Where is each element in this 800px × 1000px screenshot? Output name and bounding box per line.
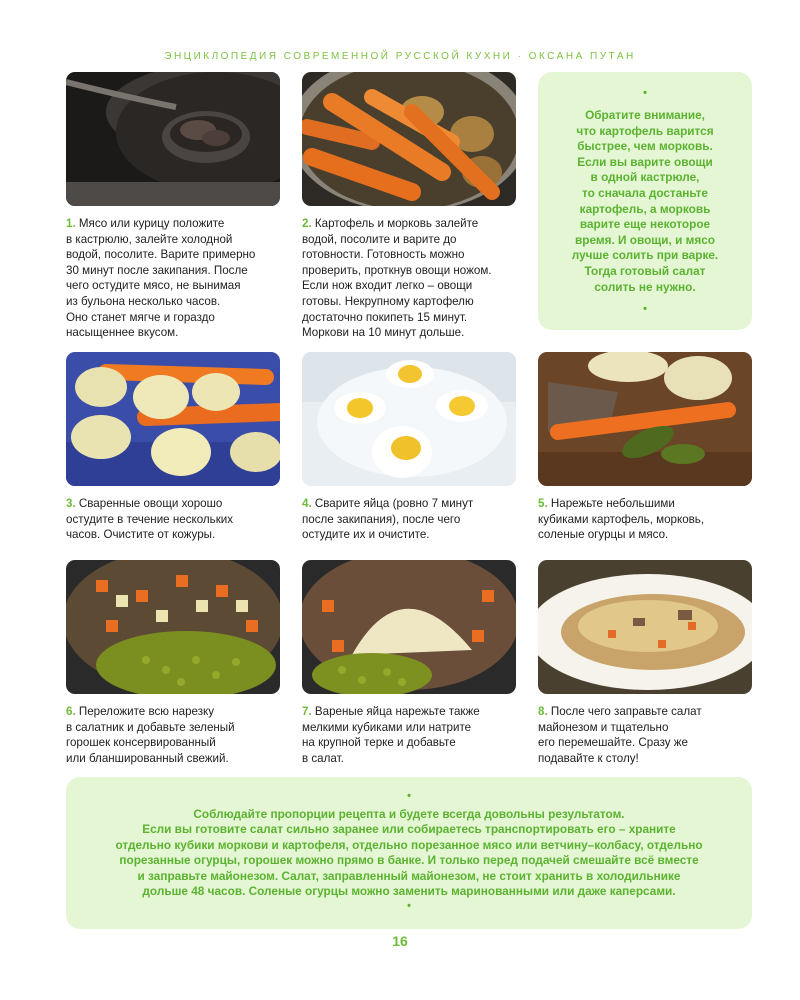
tip-box-storage bbox=[66, 777, 752, 929]
step-8-caption bbox=[538, 704, 754, 766]
photo-carrots-potatoes-boiling bbox=[302, 72, 516, 206]
step-4-number: 4. bbox=[302, 497, 312, 510]
step-2-caption bbox=[302, 216, 518, 341]
step-1-caption bbox=[66, 216, 282, 341]
running-header: ЭНЦИКЛОПЕДИЯ СОВРЕМЕННОЙ РУССКОЙ КУХНИ · ОКСАНА ПУТАН bbox=[164, 51, 636, 62]
tip-dot-bottom: • bbox=[643, 303, 647, 315]
tip-dot-bottom: • bbox=[407, 900, 411, 912]
photo-meat-in-pot bbox=[66, 72, 280, 206]
step-8-number: 8. bbox=[538, 705, 548, 718]
photo-grated-eggs-salad bbox=[302, 560, 516, 694]
step-6-caption bbox=[66, 704, 282, 766]
photo-finished-salad bbox=[538, 560, 752, 694]
step-2-text: Картофель и морковь залейте водой, посолите и варите до готовности. Готовность можно проверить, проткнув овощи ножом. Если нож входит легко – овощи готовы. Некрупному картофелю достаточно покипеть 15 минут. Моркови на 10 минут дольше. bbox=[302, 217, 492, 340]
step-2-number: 2. bbox=[302, 217, 312, 230]
step-5-caption bbox=[538, 496, 754, 543]
step-5-text: Нарежьте небольшими кубиками картофель, морковь, соленые огурцы и мясо. bbox=[538, 497, 705, 542]
step-4-caption bbox=[302, 496, 518, 543]
photo-diced-with-peas bbox=[66, 560, 280, 694]
step-4-text: Сварите яйца (ровно 7 минут после закипания), после чего остудите их и очистите. bbox=[302, 497, 474, 542]
tip-text: Соблюдайте пропорции рецепта и будете всегда довольны результатом. Если вы готовите салат сильно заранее или собираетесь транспортировать его – храните отдельно кубики моркови и картофеля, отдельно порезанное мясо или ветчину–колбасу, отдельно порезанные огурцы, горошек можно прямо в банке. И только перед подачей смешайте всё вместе и заправьте майонезом. Салат, заправленный майонезом, не стоит хранить в холодильнике дольше 48 часов. Соленые огурцы можно заменить маринованными или даже каперсами. bbox=[115, 807, 703, 899]
step-7-text: Вареные яйца нарежьте также мелкими кубиками или натрите на крупной терке и добавьте в салат. bbox=[302, 705, 480, 765]
tip-dot-top: • bbox=[643, 87, 647, 99]
step-3-number: 3. bbox=[66, 497, 76, 510]
photo-ingredients-board bbox=[538, 352, 752, 486]
tip-dot-top: • bbox=[407, 790, 411, 802]
step-7-number: 7. bbox=[302, 705, 312, 718]
step-8-text: После чего заправьте салат майонезом и тщательно его перемешайте. Сразу же подавайте к столу! bbox=[538, 705, 702, 765]
step-6-number: 6. bbox=[66, 705, 76, 718]
step-5-number: 5. bbox=[538, 497, 548, 510]
step-3-caption bbox=[66, 496, 282, 543]
step-6-text: Переложите всю нарезку в салатник и добавьте зеленый горошек консервированный или бланшированный свежий. bbox=[66, 705, 235, 765]
step-7-caption bbox=[302, 704, 518, 766]
tip-text: Обратите внимание, что картофель варится быстрее, чем морковь. Если вы варите овощи в одной кастрюле, то сначала достаньте картофель, а морковь варите еще некоторое время. И овощи, и мясо лучше солить при варке. Тогда готовый салат солить не нужно. bbox=[571, 108, 719, 294]
step-1-number: 1. bbox=[66, 217, 76, 230]
tip-box-boiling bbox=[538, 72, 752, 330]
step-3-text: Сваренные овощи хорошо остудите в течение нескольких часов. Очистите от кожуры. bbox=[66, 497, 234, 542]
step-1-text: Мясо или курицу положите в кастрюлю, залейте холодной водой, посолите. Варите примерно 30 минут после закипания. После чего остудите мясо, не вынимая из бульона несколько часов. Оно станет мягче и гораздо насыщеннее вкусом. bbox=[66, 217, 256, 340]
page-number: 16 bbox=[392, 933, 408, 949]
photo-boiled-vegetables bbox=[66, 352, 280, 486]
photo-boiled-eggs bbox=[302, 352, 516, 486]
